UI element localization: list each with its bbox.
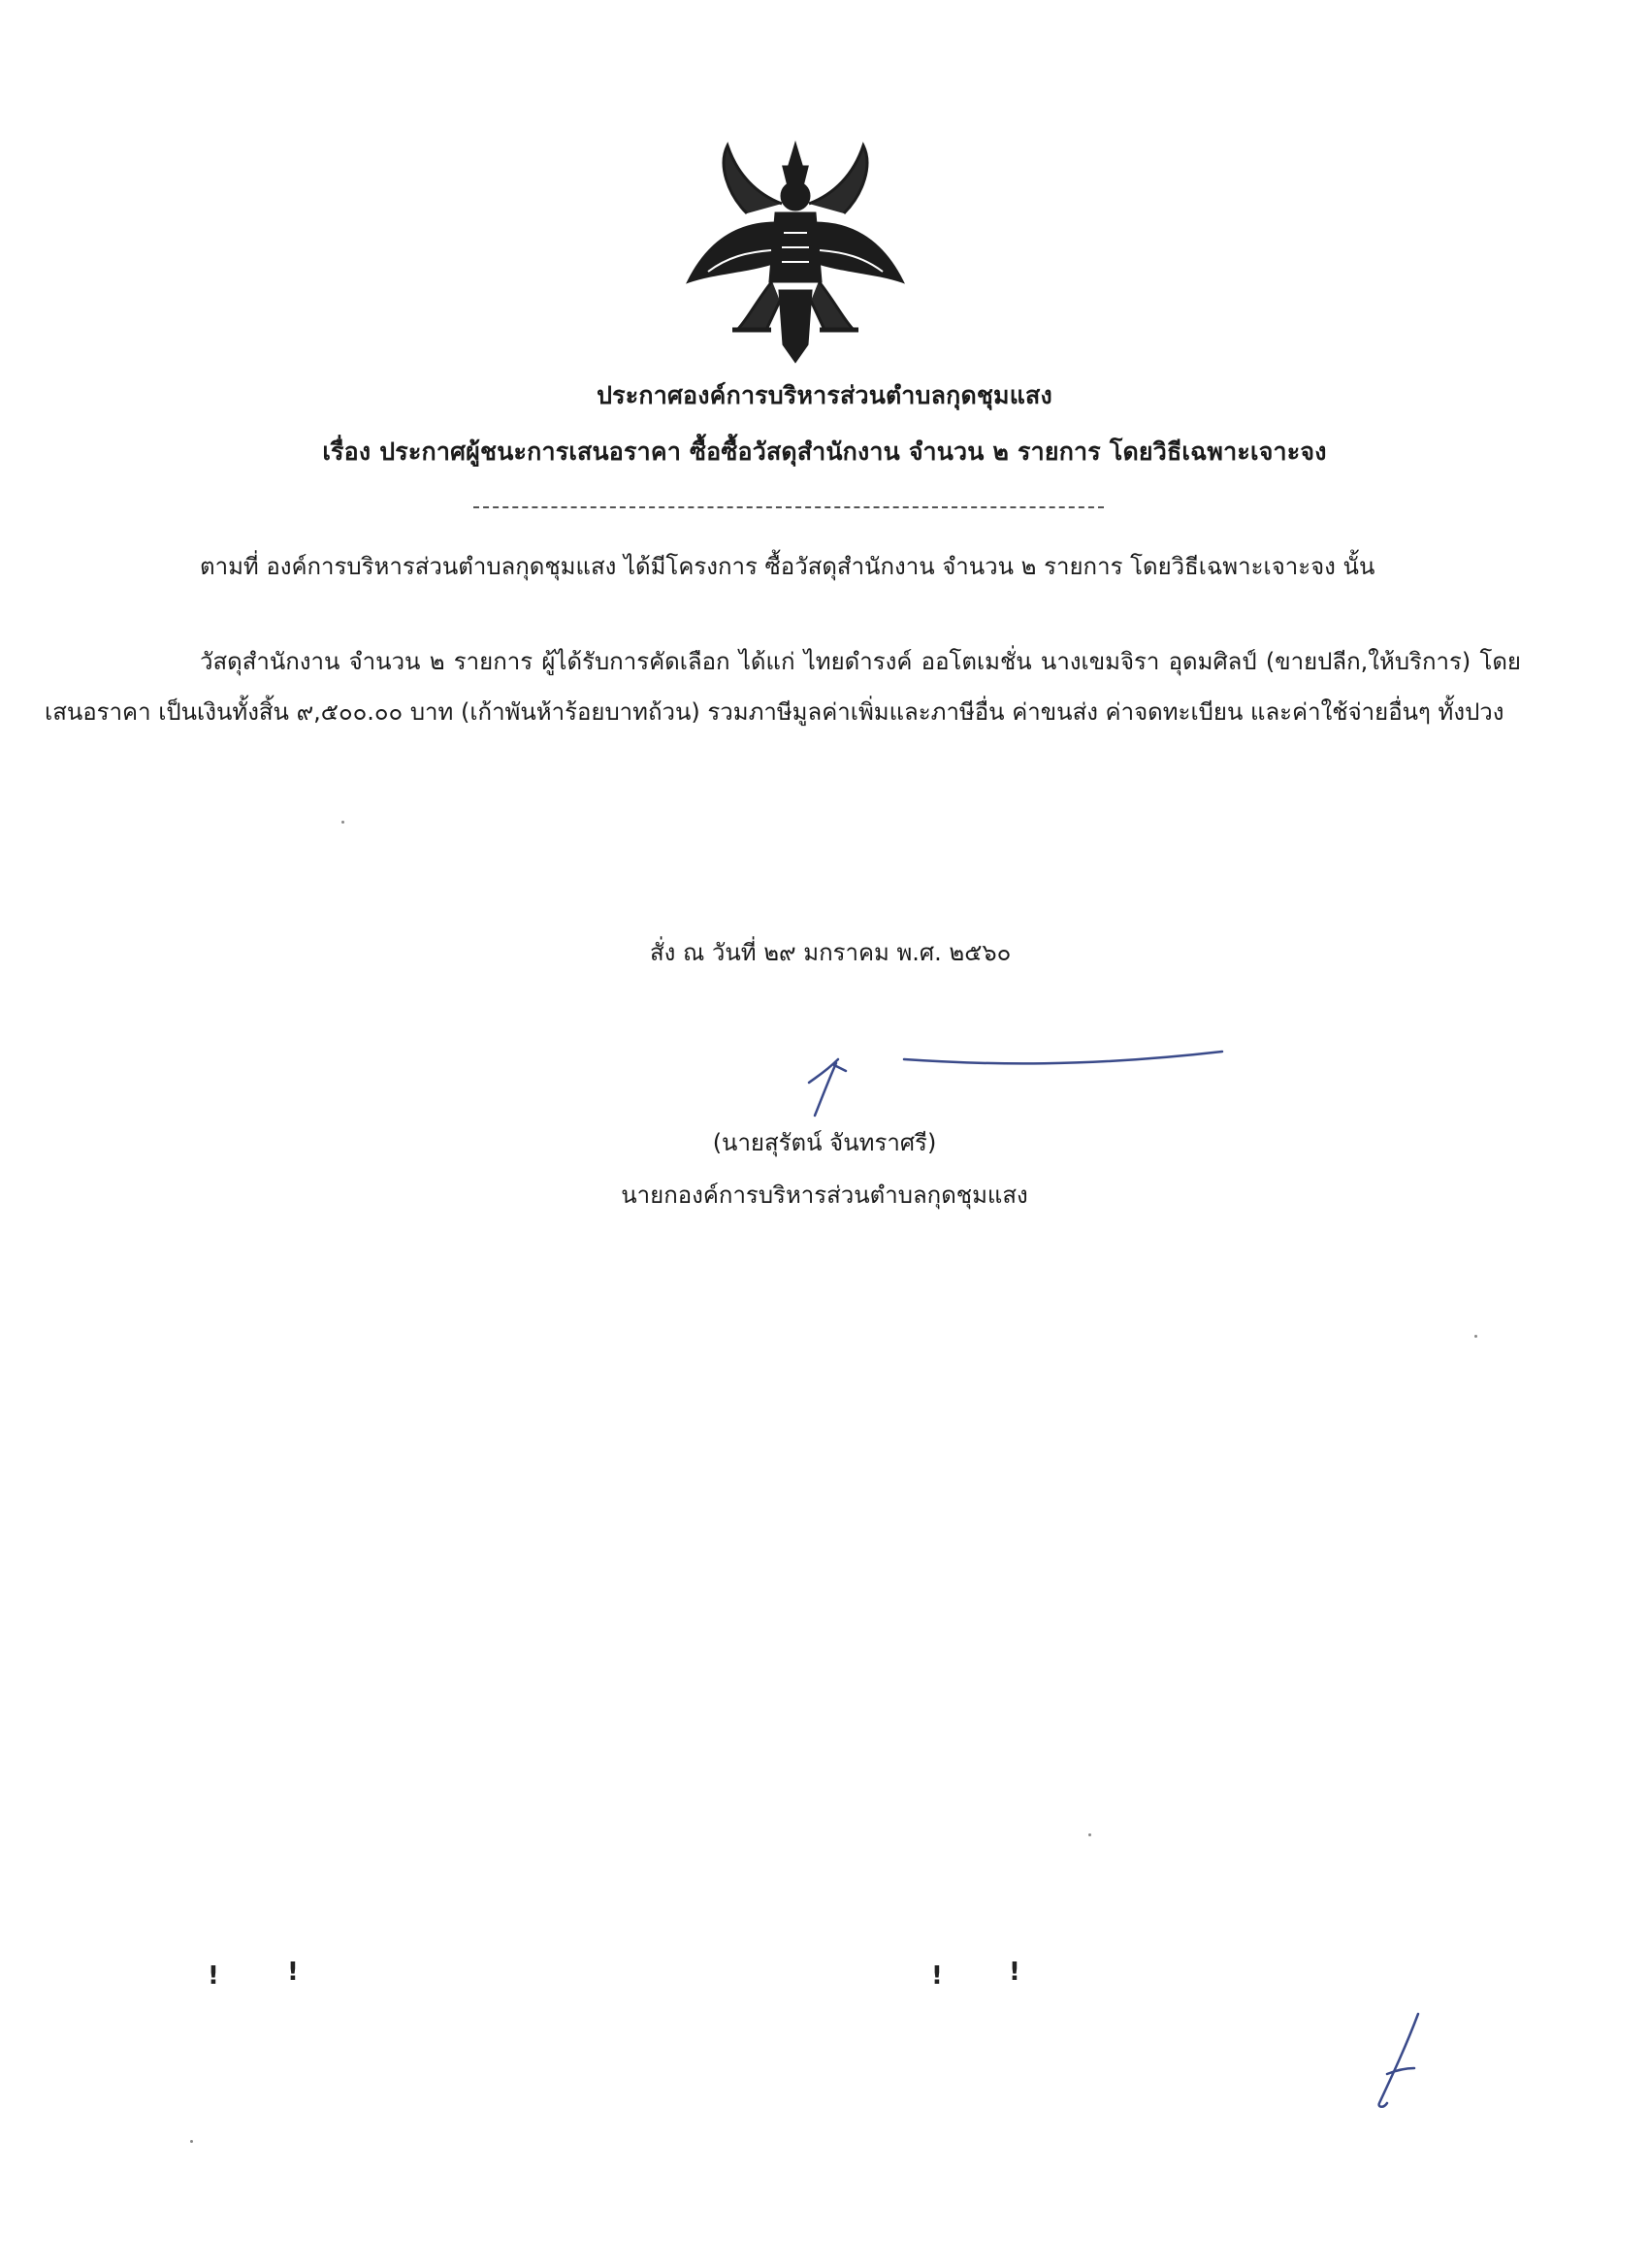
handwritten-signature: [795, 1038, 1242, 1125]
announcement-subject: เรื่อง ประกาศผู้ชนะการเสนอราคา ซื้อซื้อวัสดุสำนักงาน จำนวน ๒ รายการ โดยวิธีเฉพาะเจาะจง: [322, 437, 1327, 466]
margin-mark: !: [931, 1961, 943, 1991]
announcement-title: ประกาศองค์การบริหารส่วนตำบลกุดชุมแสง: [597, 381, 1052, 409]
margin-mark: !: [208, 1961, 219, 1991]
scan-speck: [190, 2140, 193, 2143]
body-paragraph-2: วัสดุสำนักงาน จำนวน ๒ รายการ ผู้ได้รับการคัดเลือก ได้แก่ ไทยดำรงค์ ออโตเมชั่น นางเขมจิรา อุดมศิลป์ (ขายปลีก,ให้บริการ) โดยเสนอราคา เป็นเงินทั้งสิ้น ๙,๕๐๐.๐๐ บาท (เก้าพันห้าร้อยบาทถ้วน) รวมภาษีมูลค่าเพิ่มและภาษีอื่น ค่าขนส่ง ค่าจดทะเบียน และค่าใช้จ่ายอื่นๆ ทั้งปวง: [45, 648, 1521, 726]
signer-title: นายกองค์การบริหารส่วนตำบลกุดชุมแสง: [621, 1182, 1028, 1209]
scan-speck: [1088, 1833, 1091, 1836]
garuda-emblem-icon: [679, 136, 912, 369]
divider-line: [473, 506, 1104, 508]
body-paragraph-1: ตามที่ องค์การบริหารส่วนตำบลกุดชุมแสง ได้มีโครงการ ซื้อวัสดุสำนักงาน จำนวน ๒ รายการ โดยวิธีเฉพาะเจาะจง นั้น: [200, 553, 1375, 580]
signer-name: (นายสุรัตน์ จันทราศรี): [712, 1129, 937, 1156]
margin-mark: !: [1009, 1958, 1020, 1987]
scan-speck: [341, 821, 344, 824]
scan-speck: [1474, 1335, 1477, 1338]
order-date: สั่ง ณ วันที่ ๒๙ มกราคม พ.ศ. ๒๕๖๐: [650, 939, 1012, 966]
margin-mark: !: [287, 1958, 299, 1987]
handwritten-initial: [1358, 2006, 1436, 2113]
